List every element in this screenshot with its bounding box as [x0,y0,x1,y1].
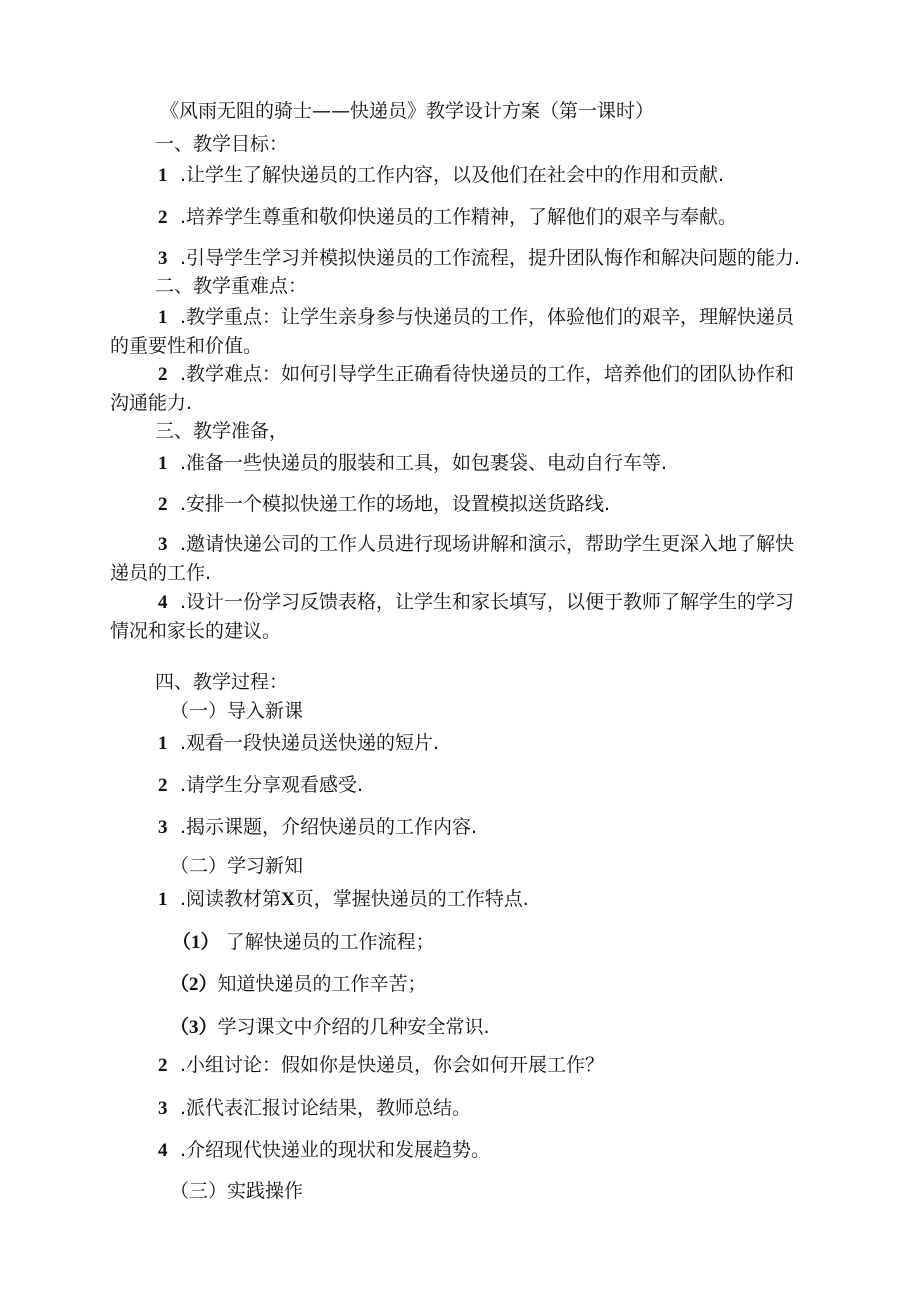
intro-item-3 [158,814,477,841]
new-knowledge-subitem-1 [172,929,435,956]
section-heading-process: 四、教学过程： [155,671,289,693]
preparation-item-1 [158,450,667,477]
item-number: 1 [158,889,168,910]
item-number: 3 [158,534,168,555]
preparation-item-4-continuation: 情况和家长的建议。 [110,620,282,642]
item-number: 4 [158,1140,168,1161]
new-knowledge-subitem-3 [170,1014,490,1041]
new-knowledge-item-1 [158,886,529,913]
item-text-bold-x: X [281,889,295,910]
document-title: 《风雨无阻的骑士——快递员》教学设计方案（第一课时） [160,100,655,122]
item-number: 1 [158,733,168,754]
subitem-number: （1） [172,932,220,953]
item-text: .阅读教材第 [180,888,282,910]
subitem-number: （3） [170,1017,218,1038]
item-number: 4 [158,592,168,613]
section-heading-key-points: 二、教学重难点： [155,275,308,297]
subsection-heading-new-knowledge: （二）学习新知 [170,855,304,877]
new-knowledge-item-4 [158,1137,490,1164]
preparation-item-4 [158,589,794,616]
item-number: 1 [158,307,168,328]
item-number: 1 [158,453,168,474]
item-text: .让学生了解快递员的工作内容，以及他们在社会中的作用和贡献. [180,164,725,186]
objective-item-2 [158,204,737,231]
subitem-text: 知道快递员的工作辛苦； [217,973,427,995]
item-text: .安排一个模拟快递工作的场地，设置模拟送货路线. [180,493,611,515]
preparation-item-3-continuation: 递员的工作. [110,562,212,584]
subitem-number: （2） [170,974,218,995]
subsection-heading-intro: （一）导入新课 [170,700,304,722]
item-text: .小组讨论：假如你是快递员，你会如何开展工作？ [180,1054,605,1076]
item-number: 2 [158,1055,168,1076]
new-knowledge-subitem-2 [170,971,427,998]
subitem-text: 了解快递员的工作流程； [225,931,435,953]
preparation-item-3 [158,531,794,558]
key-point-item-1 [158,304,794,331]
key-point-item-2 [158,361,794,388]
item-number: 3 [158,1098,168,1119]
objective-item-3 [158,245,800,272]
preparation-item-2 [158,491,610,518]
section-heading-preparation: 三、教学准备， [155,420,289,442]
item-text: .培养学生尊重和敬仰快递员的工作精神，了解他们的艰辛与奉献。 [180,206,738,228]
item-text: .邀请快递公司的工作人员进行现场讲解和演示，帮助学生更深入地了解快 [180,533,795,555]
item-text: .请学生分享观看感受. [180,774,364,796]
item-number: 2 [158,364,168,385]
new-knowledge-item-3 [158,1095,471,1122]
item-text: .揭示课题，介绍快递员的工作内容. [180,816,478,838]
item-text: .介绍现代快递业的现状和发展趋势。 [180,1139,491,1161]
item-number: 2 [158,775,168,796]
item-text: .教学重点：让学生亲身参与快递员的工作，体验他们的艰辛，理解快递员 [180,306,795,328]
new-knowledge-item-2 [158,1052,604,1079]
item-number: 1 [158,165,168,186]
intro-item-1 [158,730,439,757]
key-point-item-2-continuation: 沟通能力. [110,392,193,414]
intro-item-2 [158,772,363,799]
item-text: .准备一些快递员的服装和工具，如包裹袋、电动自行车等. [180,452,668,474]
item-number: 2 [158,207,168,228]
objective-item-1 [158,162,724,189]
item-number: 3 [158,248,168,269]
item-text: 页，掌握快递员的工作特点. [294,888,529,910]
item-text: .引导学生学习并模拟快递员的工作流程，提升团队悔作和解决问题的能力. [180,247,801,269]
subsection-heading-practice: （三）实践操作 [170,1180,304,1202]
item-number: 2 [158,494,168,515]
key-point-item-1-continuation: 的重要性和价值。 [110,335,263,357]
section-heading-objectives: 一、教学目标： [155,133,289,155]
item-number: 3 [158,817,168,838]
item-text: .教学难点：如何引导学生正确看待快递员的工作，培养他们的团队协作和 [180,363,795,385]
item-text: .派代表汇报讨论结果，教师总结。 [180,1097,472,1119]
item-text: .设计一份学习反馈表格，让学生和家长填写，以便于教师了解学生的学习 [180,591,795,613]
item-text: .观看一段快递员送快递的短片. [180,732,440,754]
subitem-text: 学习课文中介绍的几种安全常识. [217,1016,490,1038]
